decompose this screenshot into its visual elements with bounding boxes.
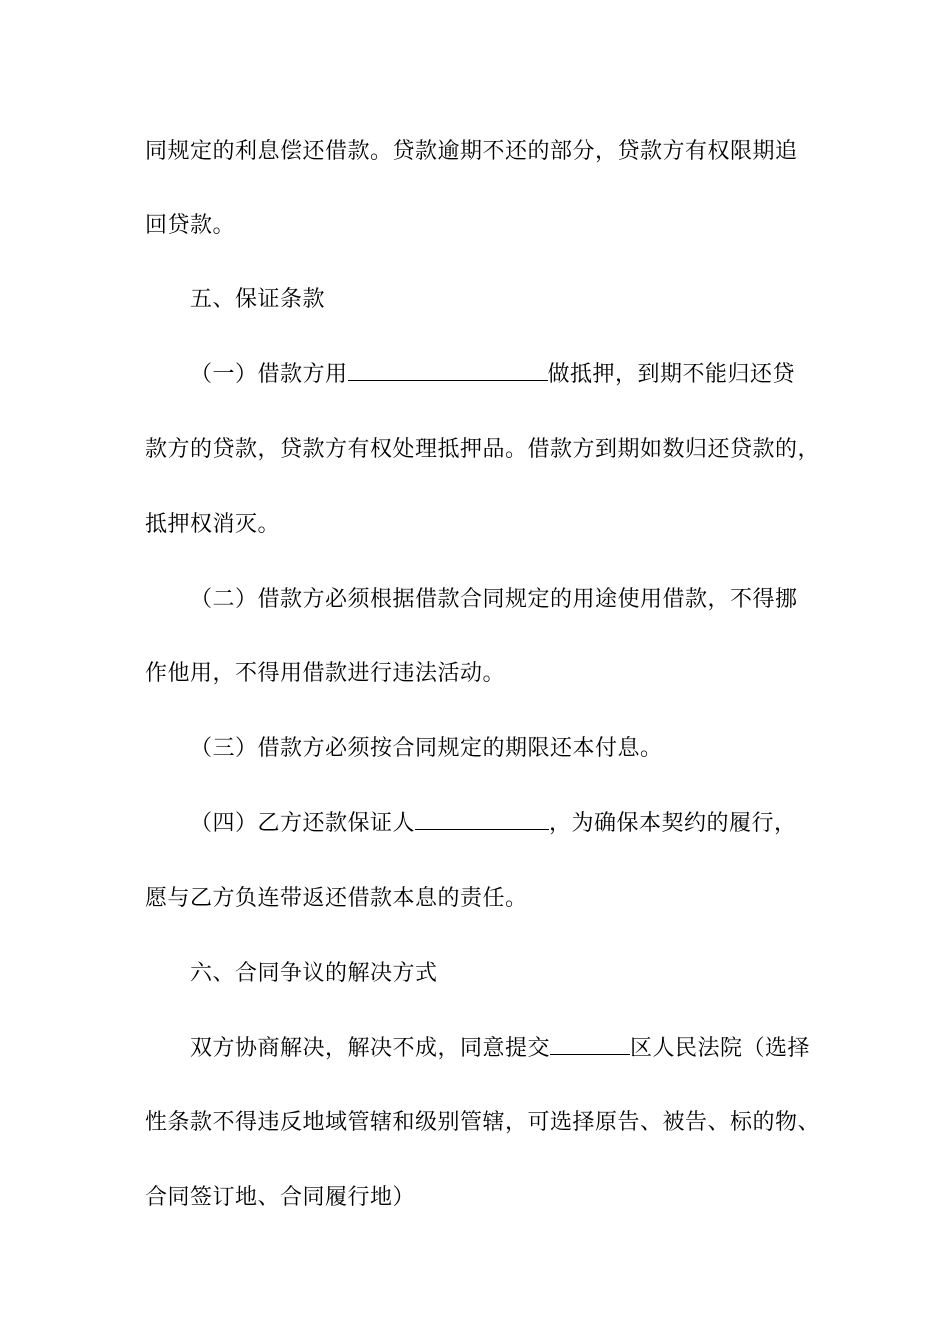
dispute-line-2: 性条款不得违反地域管辖和级别管辖，可选择原告、被告、标的物、	[145, 1110, 821, 1135]
clause-4-suffix: ，为确保本契约的履行，	[549, 811, 797, 836]
clause-1-line-3: 抵押权消灭。	[145, 512, 281, 537]
dispute-prefix: 双方协商解决，解决不成，同意提交	[190, 1036, 551, 1061]
text-line-1: 同规定的利息偿还借款。贷款逾期不还的部分，贷款方有权限期追	[145, 139, 798, 164]
clause-3: （三）借款方必须按合同规定的期限还本付息。	[190, 736, 663, 761]
clause-4-line-1	[190, 809, 797, 839]
dispute-line-1	[190, 1034, 810, 1064]
section-heading-6: 六、合同争议的解决方式	[190, 961, 438, 986]
dispute-line-3: 合同签订地、合同履行地）	[145, 1185, 416, 1210]
clause-4-prefix: （四）乙方还款保证人	[190, 811, 416, 836]
clause-1-line-1	[190, 360, 795, 390]
clause-4-line-2: 愿与乙方负连带返还借款本息的责任。	[145, 886, 528, 911]
section-heading-5: 五、保证条款	[190, 287, 326, 312]
clause-2-line-2: 作他用，不得用借款进行违法活动。	[145, 661, 506, 686]
clause-1-suffix: 做抵押，到期不能归还贷	[547, 362, 796, 387]
guarantor-blank[interactable]	[415, 809, 549, 830]
dispute-suffix: 区人民法院（选择	[630, 1036, 811, 1061]
court-district-blank[interactable]	[550, 1034, 630, 1055]
collateral-blank[interactable]	[348, 360, 548, 381]
clause-1-line-2: 款方的贷款，贷款方有权处理抵押品。借款方到期如数归还贷款的，	[145, 437, 821, 462]
clause-1-prefix: （一）借款方用	[190, 362, 348, 387]
clause-2-line-1: （二）借款方必须根据借款合同规定的用途使用借款，不得挪	[190, 587, 798, 612]
text-line-2: 回贷款。	[145, 213, 236, 238]
